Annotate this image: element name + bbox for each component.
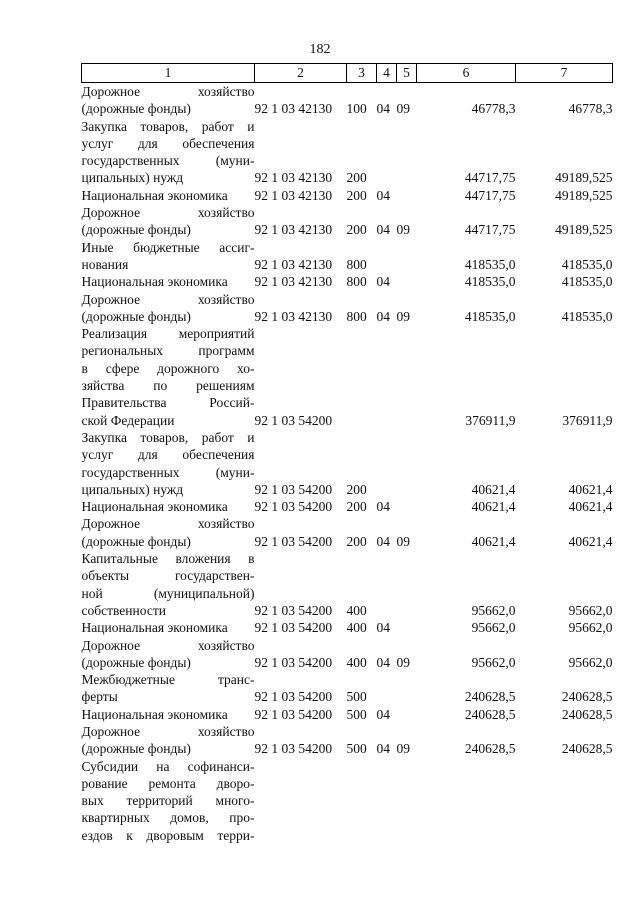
item-name	[82, 204, 255, 239]
column-header: 6	[417, 64, 516, 83]
item-name	[82, 325, 255, 429]
amount-col7: 46778,3	[568, 101, 613, 117]
classification-code: 92 1 03 54200	[254, 706, 333, 722]
table-row	[82, 291, 613, 326]
amount-col7: 40621,4	[568, 533, 613, 549]
section-code: 04	[376, 101, 390, 117]
item-name-line: Национальная экономика	[81, 187, 228, 203]
item-name	[82, 239, 255, 274]
expense-type: 200	[346, 499, 367, 515]
amount-col6: 418535,0	[464, 256, 516, 272]
amount-col6: 418535,0	[464, 308, 516, 324]
amount-col7: 240628,5	[561, 741, 613, 757]
amount-col6: 40621,4	[471, 533, 516, 549]
item-name-line: рование ремонта дворо-	[81, 775, 255, 791]
item-name-line: ездов к дворовым терри-	[81, 827, 255, 843]
table-row	[82, 83, 613, 118]
subsection-code: 09	[396, 308, 410, 324]
section-code: 04	[376, 222, 390, 238]
amount-col6: 418535,0	[464, 274, 516, 290]
expense-type: 500	[346, 741, 367, 757]
amount-col6: 376911,9	[465, 412, 516, 428]
item-name-line: нования	[81, 256, 129, 272]
item-name	[82, 118, 255, 187]
subsection-code	[397, 239, 417, 274]
section-code: 04	[376, 499, 390, 515]
item-name-line: (дорожные фонды)	[81, 222, 191, 238]
item-name-line: (дорожные фонды)	[81, 741, 191, 757]
amount-col7: 240628,5	[561, 706, 613, 722]
section-code: 04	[376, 308, 390, 324]
table-row	[82, 325, 613, 429]
column-header: 3	[347, 64, 377, 83]
item-name	[82, 619, 255, 636]
item-name-line: ной (муниципальной)	[81, 585, 255, 601]
amount-col6: 44717,75	[464, 222, 516, 238]
table-row	[82, 273, 613, 290]
item-name	[82, 723, 255, 758]
item-name	[82, 515, 255, 550]
item-name-line: Национальная экономика	[81, 499, 228, 515]
subsection-code	[397, 706, 417, 723]
item-name-line: Закупка товаров, работ и	[81, 429, 255, 445]
item-name	[82, 429, 255, 498]
classification-code: 92 1 03 54200	[254, 412, 333, 428]
classification-code: 92 1 03 42130	[254, 274, 333, 290]
classification-code: 92 1 03 42130	[254, 187, 333, 203]
subsection-code: 09	[396, 222, 410, 238]
item-name-line: Дорожное хозяйство	[81, 723, 255, 739]
subsection-code	[397, 498, 417, 515]
item-name-line: квартирных домов, про-	[81, 810, 255, 826]
subsection-code	[397, 429, 417, 498]
amount-col6: 240628,5	[464, 706, 516, 722]
item-name	[82, 83, 255, 118]
table-row	[82, 723, 613, 758]
subsection-code	[397, 273, 417, 290]
table-row	[82, 515, 613, 550]
item-name-line: региональных программ	[81, 343, 255, 359]
amount-col7: 40621,4	[568, 481, 613, 497]
amount-col7: 95662,0	[568, 620, 613, 636]
expense-type: 200	[346, 222, 367, 238]
table-row	[82, 118, 613, 187]
table-row	[82, 706, 613, 723]
table-header-row	[82, 64, 613, 83]
amount-col7: 418535,0	[561, 308, 613, 324]
item-name-line: ципальных) нужд	[81, 170, 184, 186]
item-name-line: Национальная экономика	[81, 706, 228, 722]
subsection-code	[397, 758, 417, 844]
item-name-line: (дорожные фонды)	[81, 533, 191, 549]
amount-col6: 40621,4	[471, 481, 516, 497]
item-name	[82, 273, 255, 290]
item-name-line: Дорожное хозяйство	[81, 291, 255, 307]
table-row	[82, 429, 613, 498]
item-name-line: Иные бюджетные ассиг-	[81, 239, 255, 255]
item-name-line: ской Федерации	[81, 412, 175, 428]
classification-code: 92 1 03 54200	[254, 481, 333, 497]
subsection-code	[397, 671, 417, 706]
item-name-line: Дорожное хозяйство	[81, 205, 255, 221]
subsection-code: 09	[396, 654, 410, 670]
item-name-line: Межбюджетные транс-	[81, 672, 255, 688]
item-name-line: (дорожные фонды)	[81, 308, 191, 324]
section-code: 04	[376, 706, 390, 722]
item-name-line: вых территорий много-	[81, 793, 255, 809]
section-code: 04	[376, 620, 390, 636]
amount-col6: 95662,0	[471, 620, 516, 636]
table-row	[82, 758, 613, 844]
item-name-line: зяйства по решениям	[81, 378, 255, 394]
amount-col6: 240628,5	[464, 689, 516, 705]
column-header: 1	[82, 64, 255, 83]
item-name-line: услуг для обеспечения	[81, 447, 255, 463]
column-header: 4	[377, 64, 397, 83]
item-name-line: объекты государствен-	[81, 568, 255, 584]
table-row	[82, 550, 613, 619]
amount-col7: 418535,0	[561, 256, 613, 272]
item-name-line: Капитальные вложения в	[81, 551, 255, 567]
amount-col7: 95662,0	[568, 602, 613, 618]
table-row	[82, 619, 613, 636]
section-code	[377, 239, 397, 274]
expense-type: 400	[346, 654, 367, 670]
section-code	[377, 550, 397, 619]
expense-type: 800	[346, 256, 367, 272]
subsection-code: 09	[396, 533, 410, 549]
classification-code: 92 1 03 54200	[254, 689, 333, 705]
item-name	[82, 498, 255, 515]
subsection-code: 09	[396, 741, 410, 757]
subsection-code	[397, 118, 417, 187]
amount-col7: 40621,4	[568, 499, 613, 515]
expense-type: 200	[346, 533, 367, 549]
item-name-line: Национальная экономика	[81, 274, 228, 290]
amount-col7: 95662,0	[568, 654, 613, 670]
amount-col7: 49189,525	[555, 222, 613, 238]
budget-table	[81, 63, 613, 844]
column-header: 5	[397, 64, 417, 83]
section-code	[377, 325, 397, 429]
table-row	[82, 498, 613, 515]
amount-col7	[516, 758, 613, 844]
classification-code: 92 1 03 42130	[254, 222, 333, 238]
item-name-line: ферты	[81, 689, 118, 705]
amount-col6: 95662,0	[471, 654, 516, 670]
item-name-line: услуг для обеспечения	[81, 135, 255, 151]
expense-type: 100	[346, 101, 367, 117]
item-name-line: ципальных) нужд	[81, 481, 184, 497]
item-name-line: Субсидии на софинанси-	[81, 758, 255, 774]
subsection-code	[397, 550, 417, 619]
classification-code	[255, 758, 347, 844]
section-code	[377, 118, 397, 187]
page-number: 182	[309, 42, 331, 57]
amount-col6: 44717,75	[464, 170, 516, 186]
amount-col7: 240628,5	[561, 689, 613, 705]
item-name-line: Дорожное хозяйство	[81, 84, 255, 99]
expense-type: 500	[346, 689, 367, 705]
expense-type: 800	[346, 274, 367, 290]
item-name	[82, 758, 255, 844]
amount-col6: 240628,5	[464, 741, 516, 757]
item-name	[82, 291, 255, 326]
item-name-line: Реализация мероприятий	[81, 326, 255, 342]
amount-col6: 40621,4	[471, 499, 516, 515]
expense-type: 800	[346, 308, 367, 324]
amount-col7: 418535,0	[561, 274, 613, 290]
item-name-line: Национальная экономика	[81, 620, 228, 636]
item-name-line: собственности	[81, 602, 166, 618]
expense-type: 400	[346, 620, 367, 636]
subsection-code	[397, 187, 417, 204]
table-row	[82, 204, 613, 239]
section-code: 04	[376, 187, 390, 203]
section-code	[377, 429, 397, 498]
expense-type	[347, 758, 377, 844]
expense-type: 200	[346, 170, 367, 186]
amount-col6: 44717,75	[464, 187, 516, 203]
classification-code: 92 1 03 42130	[254, 101, 333, 117]
classification-code: 92 1 03 42130	[254, 256, 333, 272]
item-name-line: в сфере дорожного хо-	[81, 360, 255, 376]
section-code	[377, 758, 397, 844]
classification-code: 92 1 03 54200	[254, 741, 333, 757]
amount-col6	[417, 758, 516, 844]
expense-type	[347, 325, 377, 429]
classification-code: 92 1 03 54200	[254, 499, 333, 515]
amount-col7: 376911,9	[562, 412, 613, 428]
column-header: 2	[255, 64, 347, 83]
subsection-code: 09	[396, 101, 410, 117]
classification-code: 92 1 03 42130	[254, 170, 333, 186]
table-body	[82, 83, 613, 845]
item-name	[82, 671, 255, 706]
classification-code: 92 1 03 54200	[254, 602, 333, 618]
classification-code: 92 1 03 54200	[254, 654, 333, 670]
expense-type: 200	[346, 187, 367, 203]
expense-type: 400	[346, 602, 367, 618]
section-code: 04	[376, 274, 390, 290]
amount-col7: 49189,525	[555, 170, 613, 186]
classification-code: 92 1 03 54200	[254, 620, 333, 636]
amount-col6: 46778,3	[471, 101, 516, 117]
item-name	[82, 550, 255, 619]
item-name	[82, 187, 255, 204]
expense-type: 200	[346, 481, 367, 497]
item-name-line: государственных (муни-	[81, 153, 255, 169]
item-name	[82, 637, 255, 672]
item-name-line: Правительства Россий-	[81, 395, 255, 411]
item-name-line: Дорожное хозяйство	[81, 516, 255, 532]
item-name-line: (дорожные фонды)	[81, 654, 191, 670]
item-name-line: Дорожное хозяйство	[81, 637, 255, 653]
table-row	[82, 187, 613, 204]
item-name-line: Закупка товаров, работ и	[81, 118, 255, 134]
amount-col6: 95662,0	[471, 602, 516, 618]
table-row	[82, 671, 613, 706]
table-row	[82, 239, 613, 274]
item-name	[82, 706, 255, 723]
section-code: 04	[376, 533, 390, 549]
table-row	[82, 637, 613, 672]
classification-code: 92 1 03 42130	[254, 308, 333, 324]
section-code: 04	[376, 654, 390, 670]
column-header: 7	[516, 64, 613, 83]
subsection-code	[397, 619, 417, 636]
section-code	[377, 671, 397, 706]
section-code: 04	[376, 741, 390, 757]
amount-col7: 49189,525	[555, 187, 613, 203]
subsection-code	[397, 325, 417, 429]
expense-type: 500	[346, 706, 367, 722]
item-name-line: (дорожные фонды)	[81, 101, 191, 117]
item-name-line: государственных (муни-	[81, 464, 255, 480]
classification-code: 92 1 03 54200	[254, 533, 333, 549]
